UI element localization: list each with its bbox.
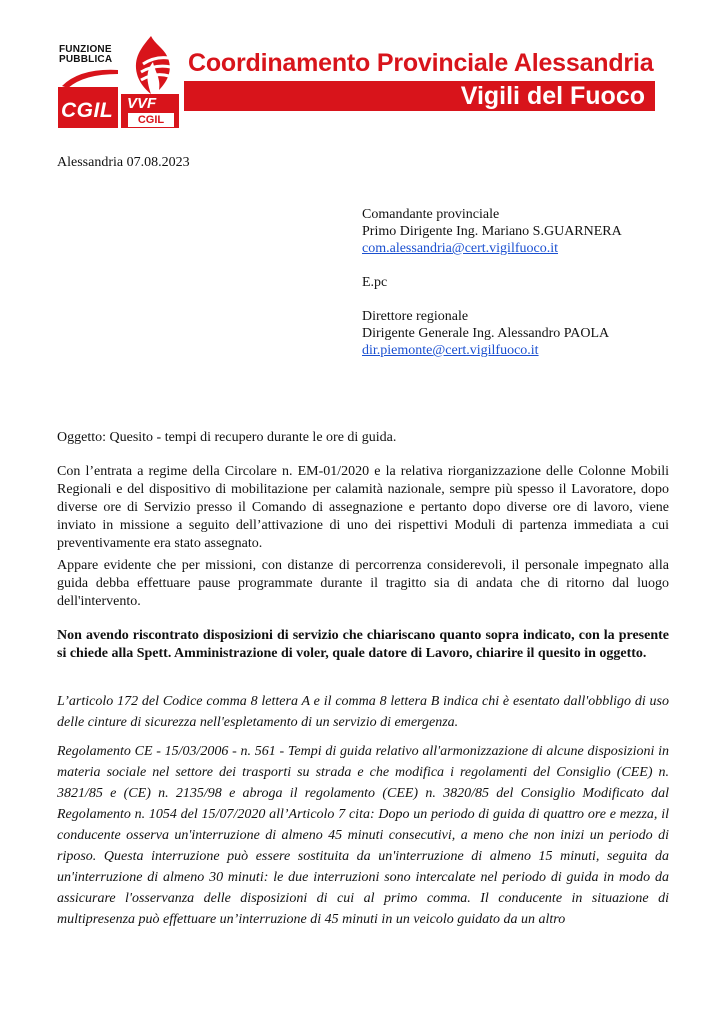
flame-logo-icon [60,66,120,88]
paragraph-pause: Appare evidente che per missioni, con distanze di percorrenza considerevoli, il personale impegnato alla guida debba effettuare pause programmate durante il tragitto sia di andata che di ritorno dal luogo dell'intervento. [57,558,669,609]
date-line: Alessandria 07.08.2023 [57,155,190,170]
header-title-vigili: Vigili del Fuoco [460,82,645,110]
cgil-logo [58,87,118,128]
recipient2-name: Dirigente Generale Ing. Alessandro PAOLA [362,326,610,341]
paragraph-regolamento-ce: Regolamento CE - 15/03/2006 - n. 561 - Tempi di guida relativo all'armonizzazione di alcune disposizioni in materia sociale nel settore dei trasporti su strada e che modifica i regolamenti del Consiglio (CEE) n. 3821/85 e (CE) n. 2135/98 e abroga il regolamento (CEE) n. 3820/85 del Consiglio Modificato dal Regolamento n. 1054 del 15/07/2020 all’Articolo 7 cita: Dopo un periodo di guida di quattro ore e mezza, il conducente osserva un'interruzione di almeno 45 minuti consecutivi, a meno che non inizi un periodo di riposo. Questa interruzione può essere sostituita da un'interruzione di almeno 15 minuti, seguita da un'interruzione di almeno 30 minuti: le due interruzioni sono intercalate nel periodo di guida in modo da assicurare l'osservanza delle disposizioni di cui al primo comma. Il conducente in situazione di multipresenza può effettuare un’interruzione di 45 minuti in un veicolo guidato da un altro [57,744,669,927]
header-title-bar [184,81,655,111]
epc-label: E.pc [362,275,388,290]
cgil-logo-text: CGIL [61,99,114,122]
logo-pubblica-text: PUBBLICA [59,54,113,65]
subject-line: Oggetto: Quesito - tempi di recupero durante le ore di guida. [57,430,397,445]
recipient1-role: Comandante provinciale [362,207,500,222]
header-title-coordinamento: Coordinamento Provinciale Alessandria [188,49,654,77]
vvf-cgil-logo [121,34,179,128]
recipient2-role: Direttore regionale [362,309,469,324]
recipient2-email-link[interactable]: dir.piemonte@cert.vigilfuoco.it [362,343,539,358]
paragraph-request: Non avendo riscontrato disposizioni di servizio che chiariscano quanto sopra indicato, con la presente si chiede alla Spett. Amministrazione di voler, quale datore di Lavoro, chiarire il quesito in oggetto. [57,628,669,661]
funzione-pubblica-logo-text [59,45,112,65]
recipient1-name: Primo Dirigente Ing. Mariano S.GUARNERA [362,224,622,239]
recipient1-email-link[interactable]: com.alessandria@cert.vigilfuoco.it [362,241,558,256]
vvf-cgil-logo-text: CGIL [127,112,175,128]
vvf-logo-text: VVF [127,95,157,112]
paragraph-articolo-172: L’articolo 172 del Codice comma 8 lettera A e il comma 8 lettera B indica chi è esentato dall'obbligo di uso delle cinture di sicurezza nell'espletamento di un servizio di emergenza. [57,694,669,730]
logo-funzione-text: FUNZIONE [59,44,112,55]
paragraph-circolare: Con l’entrata a regime della Circolare n. EM-01/2020 e la relativa riorganizzazione delle Colonne Mobili Regionali e del dispositivo di mobilitazione per calamità nazionale, sempre più spesso il Lavoratore, dopo diverse ore di Servizio presso il Comando di assegnazione e pertanto dopo diverse ore di lavoro, viene inviato in missione a seguito dell’attivazione di uno dei rispettivi Moduli di partenza immediata a cui preventivamente era stato assegnato. [57,464,669,551]
flame-icon [125,34,177,96]
